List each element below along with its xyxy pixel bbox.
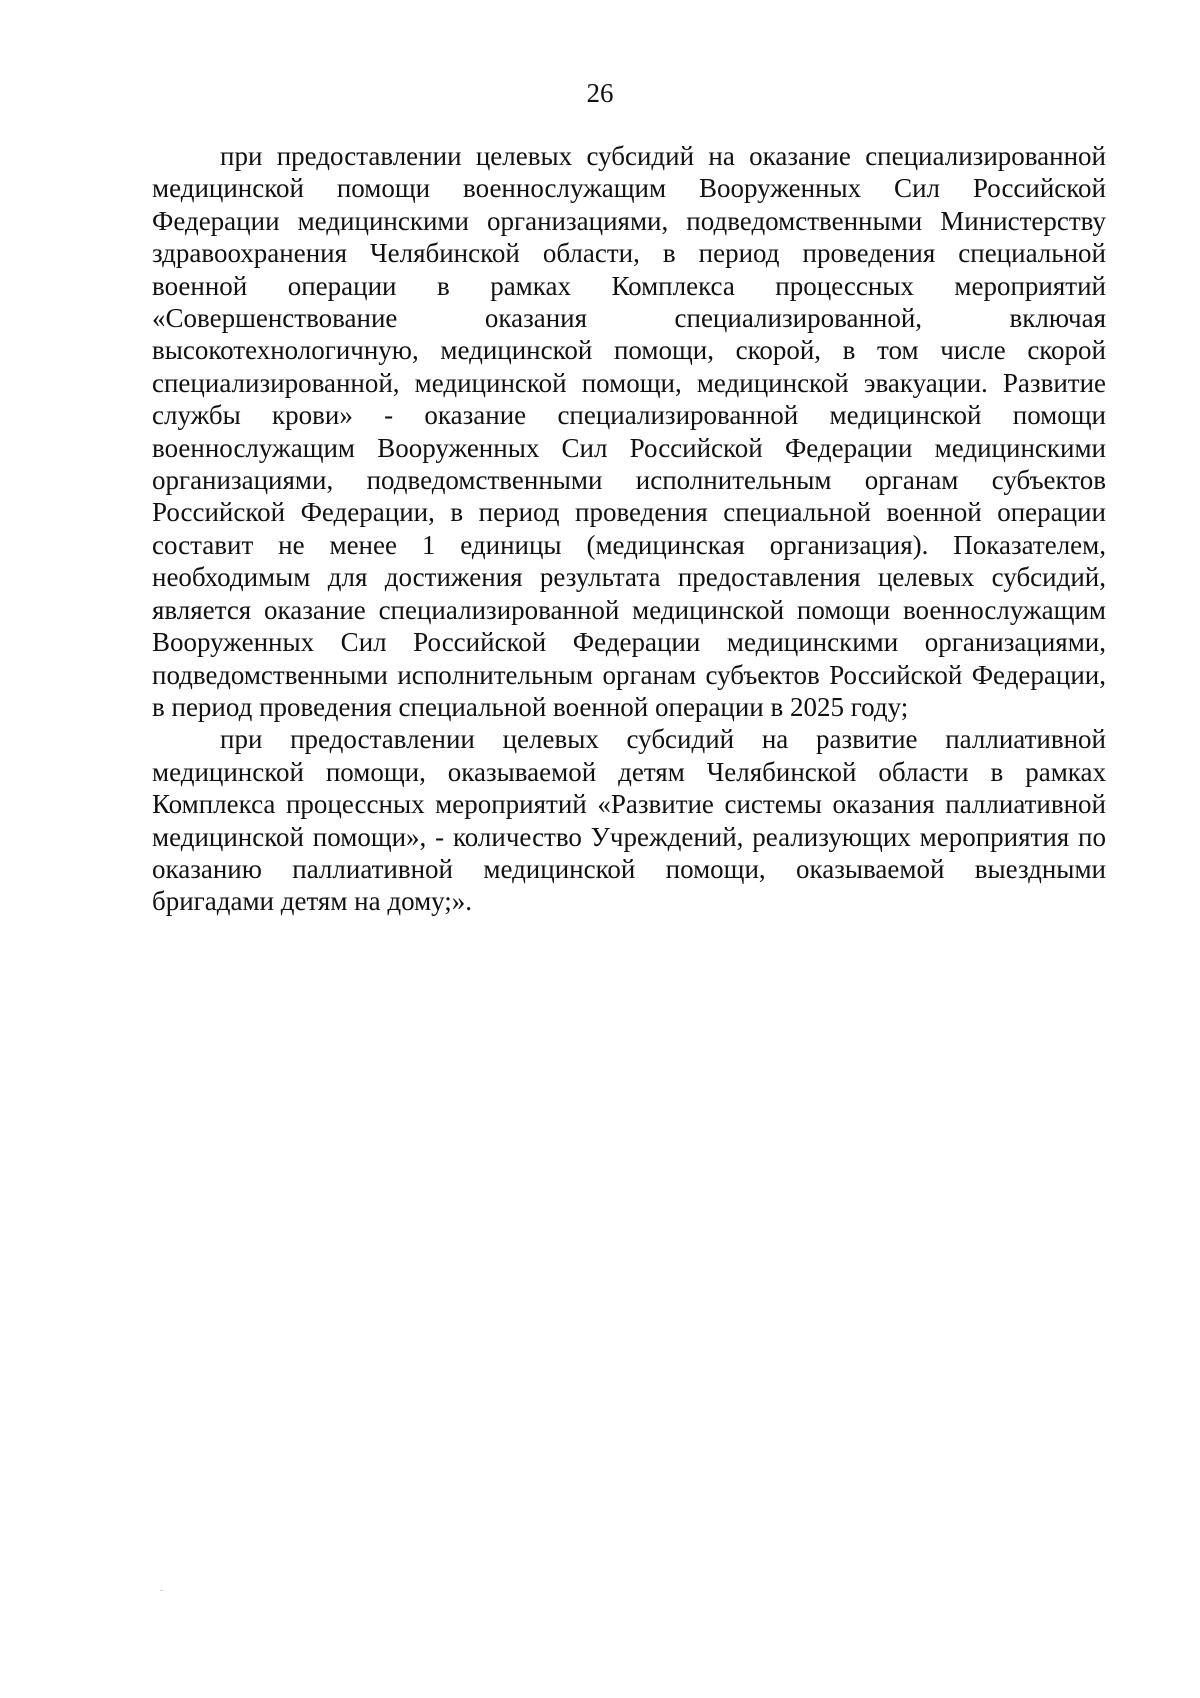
scan-mark — [160, 1590, 163, 1591]
page-number: 26 — [586, 78, 614, 108]
paragraph-subsidy-specialized-care: при предоставлении целевых субсидий на оказание специализированной медицинской помощи военнослужащим Вооруженных Сил Российской Федерации медицинскими организациями, подведомственными Министерству здравоохранения Челябинской области, в период проведения специальной военной операции в рамках Комплекса процессных мероприятий «Совершенствование оказания специализированной, включая высокотехнологичную, медицинской помощи, скорой, в том числе скорой специализированной, медицинской помощи, медицинской эвакуации. Развитие службы крови» - оказание специализированной медицинской помощи военнослужащим Вооруженных Сил Российской Федерации медицинскими организациями, подведомственными исполнительным органам субъектов Российской Федерации, в период проведения специальной военной операции составит не менее 1 единицы (медицинская организация). Показателем, необходимым для достижения результата предоставления целевых субсидий, является оказание специализированной медицинской помощи военнослужащим Вооруженных Сил Российской Федерации медицинскими организациями, подведомственными исполнительным органам субъектов Российской Федерации, в период проведения специальной военной операции в 2025 году; — [152, 141, 1106, 722]
document-body — [152, 140, 1106, 918]
paragraph-subsidy-palliative-care: при предоставлении целевых субсидий на развитие паллиативной медицинской помощи, оказываемой детям Челябинской области в рамках Комплекса процессных мероприятий «Развитие системы оказания паллиативной медицинской помощи», - количество Учреждений, реализующих мероприятия по оказанию паллиативной медицинской помощи, оказываемой выездными бригадами детям на дому;». — [152, 724, 1106, 917]
